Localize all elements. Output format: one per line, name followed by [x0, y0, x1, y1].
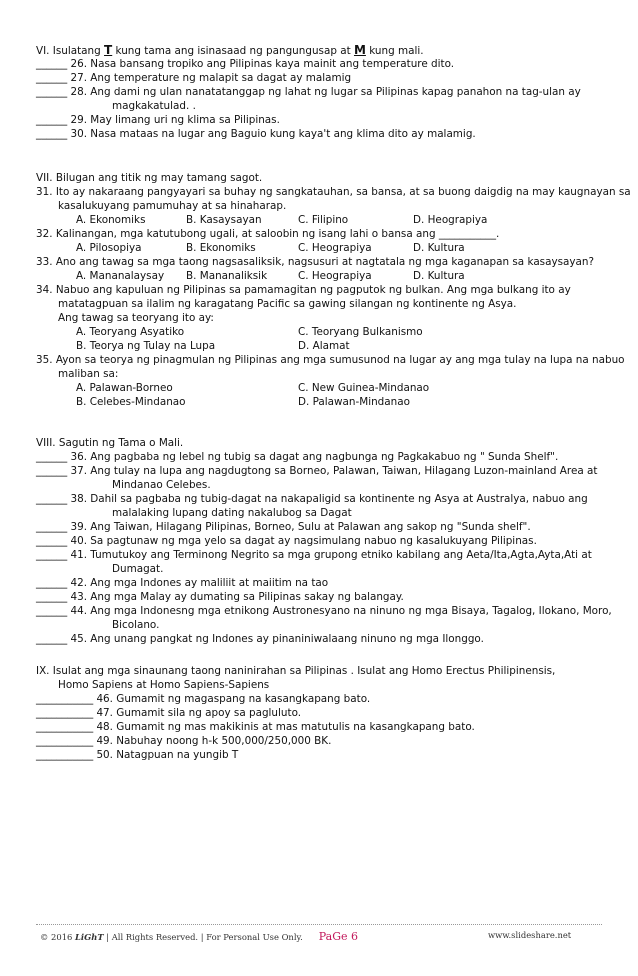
section-9-title-cont: Homo Sapiens at Homo Sapiens-Sapiens — [58, 679, 270, 691]
q31-option-b: B. Kasaysayan — [186, 214, 262, 226]
q33-option-d: D. Kultura — [413, 270, 465, 282]
item-46: ___________ 46. Gumamit ng magaspang na kasangkapang bato. — [36, 693, 371, 705]
item-28: ______ 28. Ang dami ng ulan nanatatanggap ng lahat ng lugar sa Pilipinas kapag panahon na tag-ulan ay — [36, 86, 581, 98]
item-29: ______ 29. May limang uri ng klima sa Pilipinas. — [36, 114, 280, 126]
q31-option-a: A. Ekonomiks — [76, 214, 146, 226]
item-40: ______ 40. Sa pagtunaw ng mga yelo sa dagat ay nagsimulang nabuo ng kasalukuyang Pilipinas. — [36, 535, 537, 547]
item-26: ______ 26. Nasa bansang tropiko ang Pilipinas kaya mainit ang temperature dito. — [36, 58, 455, 70]
footer-copyright: © 2016 — [40, 932, 73, 942]
item-41: ______ 41. Tumutukoy ang Terminong Negrito sa mga grupong etniko kabilang ang Aeta/Ita,Agta,Ayta,Ati at — [36, 549, 592, 561]
q34-option-b: B. Teorya ng Tulay na Lupa — [76, 340, 216, 352]
q33-option-b: B. Mananaliksik — [186, 270, 268, 282]
question-31: 31. Ito ay nakaraang pangyayari sa buhay ng sangkatauhan, sa bansa, at sa buong daigdig na may kaugnayan sa — [36, 186, 631, 198]
item-50: ___________ 50. Natagpuan na yungib T — [36, 749, 239, 761]
footer-divider — [36, 924, 602, 925]
q32-option-b: B. Ekonomiks — [186, 242, 256, 254]
question-34-prompt: Ang tawag sa teoryang ito ay: — [58, 312, 214, 324]
q34-option-a: A. Teoryang Asyatiko — [76, 326, 185, 338]
section-8-title: VIII. Sagutin ng Tama o Mali. — [36, 437, 184, 449]
footer-page-number: PaGe 6 — [318, 930, 359, 943]
question-32: 32. Kalinangan, mga katutubong ugali, at saloobin ng isang lahi o bansa ang ___________. — [36, 228, 500, 240]
section-6-instruction — [36, 44, 424, 58]
q35-option-d: D. Palawan-Mindanao — [298, 396, 410, 408]
q35-option-a: A. Palawan-Borneo — [76, 382, 173, 394]
q33-option-c: C. Heograpiya — [298, 270, 372, 282]
section-9-title: IX. Isulat ang mga sinaunang taong naninirahan sa Pilipinas . Isulat ang Homo Erectus Philipinensis, — [36, 665, 556, 677]
item-41-cont: Dumagat. — [112, 563, 164, 575]
question-35-cont: maliban sa: — [58, 368, 119, 380]
item-42: ______ 42. Ang mga Indones ay maliliit at maiitim na tao — [36, 577, 329, 589]
item-36: ______ 36. Ang pagbaba ng lebel ng tubig sa dagat ang nagbunga ng Pagkakabuo ng " Sunda Shelf". — [36, 451, 559, 463]
q32-option-c: C. Heograpiya — [298, 242, 372, 254]
footer-left — [40, 930, 358, 943]
section-6-middle: kung tama ang isinasaad ng pangungusap at — [112, 45, 354, 57]
item-44-cont: Bicolano. — [112, 619, 160, 631]
item-27: ______ 27. Ang temperature ng malapit sa dagat ay malamig — [36, 72, 352, 84]
q34-option-d: D. Alamat — [298, 340, 350, 352]
q32-option-d: D. Kultura — [413, 242, 465, 254]
item-37-cont: Mindanao Celebes. — [112, 479, 211, 491]
q32-option-a: A. Pilosopiya — [76, 242, 142, 254]
q35-option-c: C. New Guinea-Mindanao — [298, 382, 430, 394]
question-34: 34. Nabuo ang kapuluan ng Pilipinas sa pamamagitan ng pagputok ng bulkan. Ang mga bulkang ito ay — [36, 284, 571, 296]
q34-option-c: C. Teoryang Bulkanismo — [298, 326, 423, 338]
section-6-suffix: kung mali. — [365, 45, 424, 57]
question-33: 33. Ano ang tawag sa mga taong nagsasaliksik, nagsusuri at nagtatala ng mga kaganapan sa kasaysayan? — [36, 256, 595, 268]
item-30: ______ 30. Nasa mataas na lugar ang Baguio kung kaya't ang klima dito ay malamig. — [36, 128, 476, 140]
item-39: ______ 39. Ang Taiwan, Hilagang Pilipinas, Borneo, Sulu at Palawan ang sakop ng "Sunda shelf". — [36, 521, 531, 533]
question-35: 35. Ayon sa teorya ng pinagmulan ng Pilipinas ang mga sumusunod na lugar ay ang mga tulay na lupa na nabuo — [36, 354, 625, 366]
footer-site[interactable]: www.slideshare.net — [488, 930, 572, 940]
item-43: ______ 43. Ang mga Malay ay dumating sa Pilipinas sakay ng balangay. — [36, 591, 404, 603]
item-47: ___________ 47. Gumamit sila ng apoy sa pagluluto. — [36, 707, 302, 719]
footer-brand: LiGhT — [75, 932, 104, 942]
q35-option-b: B. Celebes-Mindanao — [76, 396, 186, 408]
item-49: ___________ 49. Nabuhay noong h-k 500,000/250,000 BK. — [36, 735, 332, 747]
item-38: ______ 38. Dahil sa pagbaba ng tubig-dagat na nakapaligid sa kontinente ng Asya at Australya, nabuo ang — [36, 493, 588, 505]
section-6-prefix: VI. Isulatang — [36, 45, 105, 57]
true-marker: T — [104, 43, 113, 57]
q31-option-d: D. Heograpiya — [413, 214, 488, 226]
q31-option-c: C. Filipino — [298, 214, 349, 226]
footer-rights: | All Rights Reserved. | For Personal Use Only. — [106, 932, 303, 942]
q33-option-a: A. Mananalaysay — [76, 270, 165, 282]
section-7-title: VII. Bilugan ang titik ng may tamang sagot. — [36, 172, 263, 184]
item-38-cont: malalaking lupang dating nakalubog sa Dagat — [112, 507, 352, 519]
question-31-cont: kasalukuyang pamumuhay at sa hinaharap. — [58, 200, 287, 212]
item-37: ______ 37. Ang tulay na lupa ang nagdugtong sa Borneo, Palawan, Taiwan, Hilagang Luzon-mainland Area at — [36, 465, 598, 477]
false-marker: M — [353, 43, 366, 57]
question-34-cont: matatagpuan sa ilalim ng karagatang Pacific sa gawing silangan ng kontinente ng Asya. — [58, 298, 517, 310]
item-28-cont: magkakatulad. . — [112, 100, 196, 112]
item-44: ______ 44. Ang mga Indonesng mga etnikong Austronesyano na ninuno ng mga Bisaya, Tagalog, Ilokano, Moro, — [36, 605, 612, 617]
item-48: ___________ 48. Gumamit ng mas makikinis at mas matutulis na kasangkapang bato. — [36, 721, 475, 733]
item-45: ______ 45. Ang unang pangkat ng Indones ay pinaniniwalaang ninuno ng mga Ilonggo. — [36, 633, 484, 645]
